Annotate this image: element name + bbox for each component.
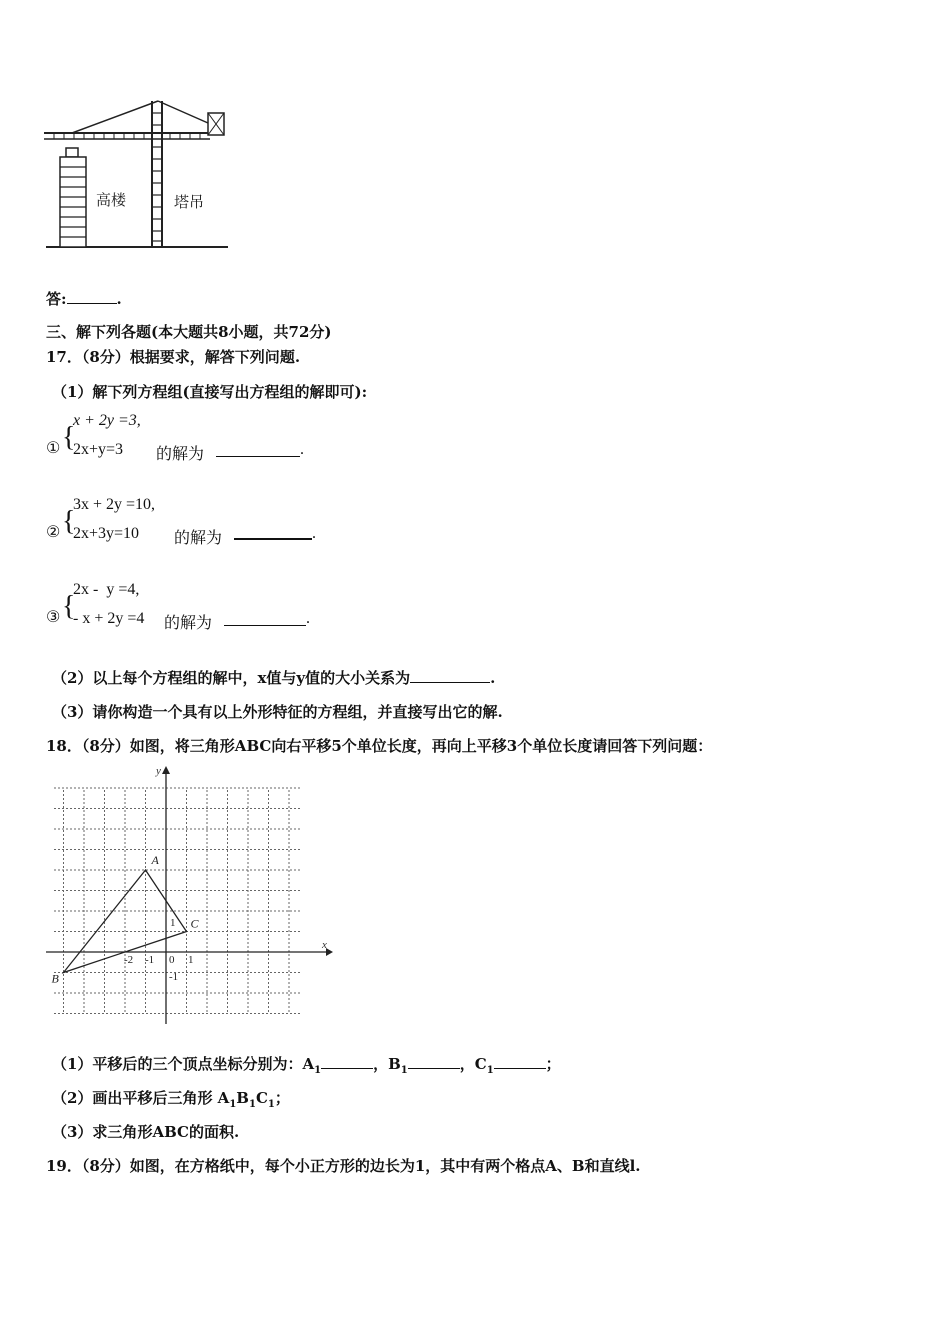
- point-c-label: C: [190, 916, 199, 931]
- q17-stem: 17．（8分）根据要求，解答下列问题.: [46, 348, 301, 366]
- building-label: 高楼: [96, 191, 127, 209]
- system-1-eq2: 2x+y=3: [73, 441, 124, 458]
- system-3-eq2: - x + 2y =4: [73, 610, 145, 627]
- system-3: ③ { 2x - y =4, - x + 2y =4 的解为 .: [46, 581, 310, 632]
- q17-part2: （2）以上每个方程组的解中，x值与y值的大小关系为 .: [52, 669, 496, 687]
- q18-stem: 18．（8分）如图，将三角形ABC向右平移5个单位长度，再向上平移3个单位长度请回答下列问题：: [46, 737, 713, 755]
- tick-x-1: 1: [188, 954, 194, 966]
- b1-blank[interactable]: [408, 1054, 460, 1069]
- crane-label: 塔吊: [174, 193, 205, 211]
- q19-stem: 19．（8分）如图，在方格纸中，每个小正方形的边长为1，其中有两个格点A、B和直线l.: [46, 1157, 641, 1175]
- section-title: 三、解下列各题(本大题共8小题，共72分): [46, 323, 332, 341]
- system-1-blank[interactable]: [216, 442, 300, 457]
- tick-origin: 0: [169, 954, 175, 966]
- q17-part1: （1）解下列方程组(直接写出方程组的解即可):: [52, 383, 368, 401]
- x-axis-arrow: [326, 948, 333, 956]
- system-3-marker: ③: [46, 609, 61, 626]
- system-1: ① { x + 2y =3, 2x+y=3 的解为 .: [46, 412, 304, 463]
- system-2-blank[interactable]: [234, 524, 312, 540]
- system-2-tail: 的解为: [174, 530, 223, 547]
- point-b-label: B: [51, 971, 59, 986]
- x-axis-label: x: [322, 939, 327, 951]
- vertex-b1: $B_1$: [388, 1055, 408, 1076]
- brace: {: [62, 422, 76, 453]
- vertex-c1: $C_1$: [474, 1055, 494, 1076]
- y-axis-label: y: [156, 765, 161, 777]
- a1-blank[interactable]: [321, 1054, 373, 1069]
- answer-line: 答: .: [46, 290, 122, 308]
- system-1-tail: 的解为: [156, 446, 205, 463]
- system-2: ② { 3x + 2y =10, 2x+3y=10 的解为 .: [46, 496, 316, 547]
- coordinate-graph: [44, 762, 334, 1030]
- part2-blank[interactable]: [410, 668, 490, 683]
- system-1-eq1: x + 2y =3,: [73, 412, 141, 429]
- brace: {: [62, 506, 76, 537]
- tick-y-1: 1: [170, 917, 176, 929]
- q17-part3: （3）请你构造一个具有以上外形特征的方程组，并直接写出它的解.: [52, 703, 503, 721]
- q18-part1: （1）平移后的三个顶点坐标分别为：$A_1$ ，$B_1$ ，$C_1$ ；: [52, 1055, 561, 1076]
- q18-part3: （3）求三角形ABC的面积.: [52, 1123, 240, 1141]
- answer-blank[interactable]: [67, 289, 117, 304]
- vertex-a1: $A_1$: [302, 1055, 322, 1076]
- system-3-eq1: 2x - y =4,: [73, 581, 140, 598]
- system-2-eq2: 2x+3y=10: [73, 525, 140, 542]
- system-2-marker: ②: [46, 524, 61, 541]
- crane-figure: [40, 95, 235, 255]
- q18-part2: （2）画出平移后三角形 $A_1B_1C_1$；: [52, 1089, 290, 1110]
- y-axis-arrow: [162, 766, 170, 774]
- point-a-label: A: [151, 853, 159, 867]
- system-2-eq1: 3x + 2y =10,: [73, 496, 156, 513]
- brace: {: [62, 591, 76, 622]
- tick-y-neg1: -1: [169, 971, 179, 983]
- system-1-marker: ①: [46, 440, 61, 457]
- tick-x-neg2: -2: [124, 954, 134, 966]
- system-3-blank[interactable]: [224, 611, 306, 626]
- c1-blank[interactable]: [494, 1054, 546, 1069]
- tick-x-neg1: -1: [145, 954, 155, 966]
- system-3-tail: 的解为: [164, 615, 213, 632]
- answer-label: 答:: [46, 290, 67, 308]
